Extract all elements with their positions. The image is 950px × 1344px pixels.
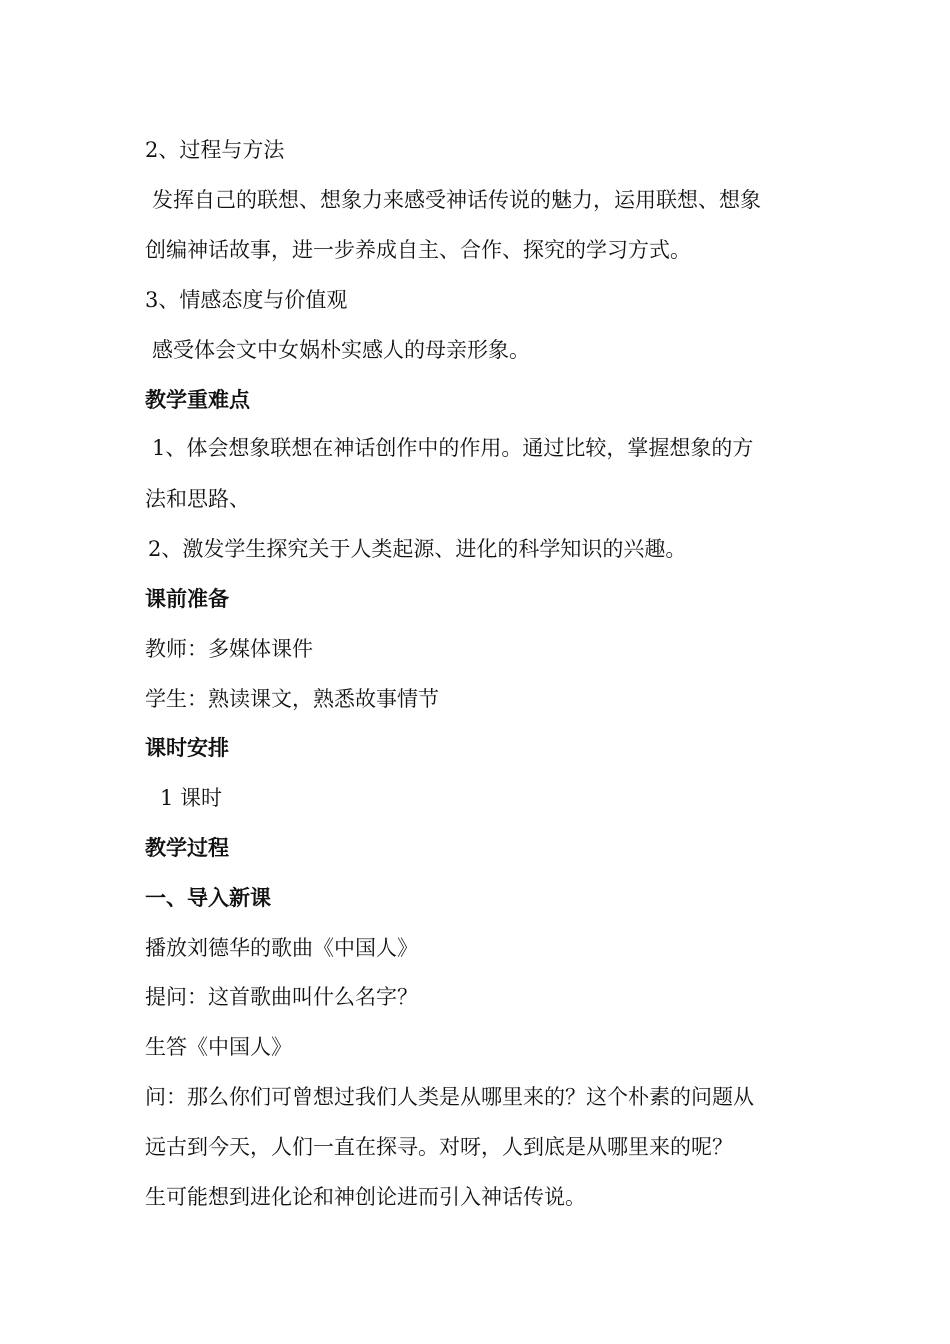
paragraph-line: 提问：这首歌曲叫什么名字？: [145, 985, 418, 1009]
paragraph-line: 1、体会想象联想在神话创作中的作用。通过比较，掌握想象的方: [152, 436, 754, 460]
heading-key-difficulties: 教学重难点: [145, 388, 250, 412]
heading-introduction: 一、导入新课: [145, 886, 271, 910]
paragraph-line: 问：那么你们可曾想过我们人类是从哪里来的？这个朴素的问题从: [145, 1085, 754, 1109]
paragraph-line: 远古到今天，人们一直在探寻。对呀，人到底是从哪里来的呢？: [145, 1135, 733, 1159]
heading-schedule: 课时安排: [145, 736, 229, 760]
paragraph-line: 法和思路、: [145, 487, 250, 511]
paragraph-line: 发挥自己的联想、想象力来感受神话传说的魅力，运用联想、想象: [152, 188, 761, 212]
section-heading-process-methods: 2、过程与方法: [145, 138, 285, 162]
paragraph-line: 2、激发学生探究关于人类起源、进化的科学知识的兴趣。: [148, 537, 687, 561]
paragraph-line: 学生：熟读课文，熟悉故事情节: [145, 687, 439, 711]
section-heading-emotion-values: 3、情感态度与价值观: [145, 288, 348, 312]
paragraph-line: 教师：多媒体课件: [145, 637, 313, 661]
paragraph-line: 生可能想到进化论和神创论进而引入神话传说。: [145, 1185, 586, 1209]
paragraph-line: 创编神话故事，进一步养成自主、合作、探究的学习方式。: [145, 238, 691, 262]
paragraph-line: 生答《中国人》: [145, 1035, 292, 1059]
heading-teaching-process: 教学过程: [145, 836, 229, 860]
paragraph-line: 播放刘德华的歌曲《中国人》: [145, 936, 418, 960]
paragraph-line: 感受体会文中女娲朴实感人的母亲形象。: [152, 338, 530, 362]
heading-preparation: 课前准备: [145, 587, 229, 611]
paragraph-line: 1 课时: [160, 786, 223, 810]
